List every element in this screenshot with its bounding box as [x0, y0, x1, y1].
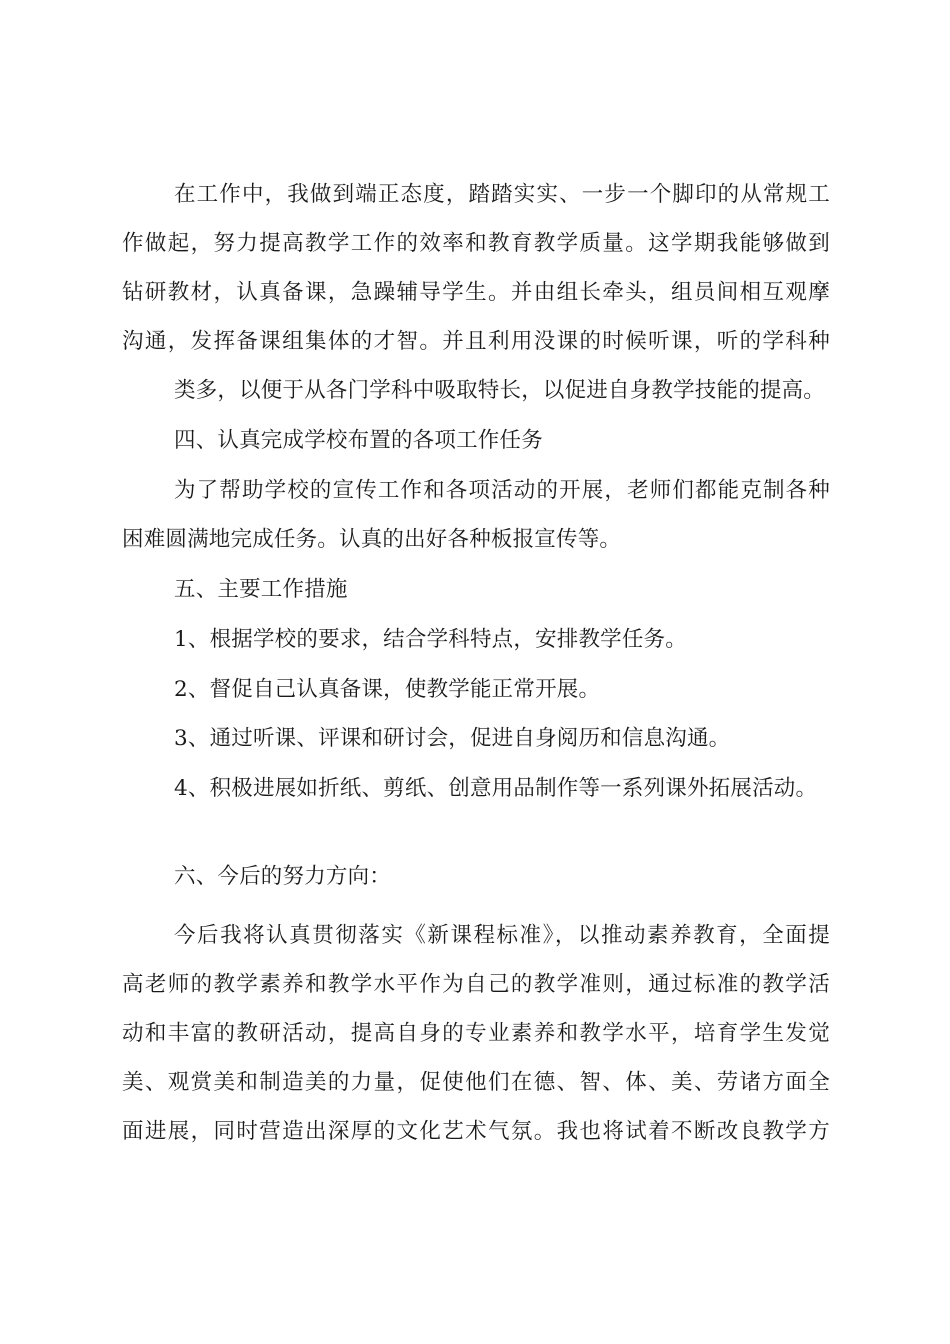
paragraph-3-line-1: 今后我将认真贯彻落实《新课程标准》，以推动素养教育，全面提: [174, 923, 830, 948]
measure-item-1: 1、根据学校的要求，结合学科特点，安排教学任务。: [174, 627, 687, 652]
section-heading-5: 五、主要工作措施: [174, 577, 348, 602]
paragraph-3-line-5: 面进展，同时营造出深厚的文化艺术气氛。我也将试着不断改良教学方: [122, 1119, 830, 1144]
paragraph-3-line-2: 高老师的教学素养和教学水平作为自己的教学准则，通过标准的教学活: [122, 972, 830, 997]
paragraph-1-line-1: 在工作中，我做到端正态度，踏踏实实、一步一个脚印的从常规工: [174, 182, 830, 207]
paragraph-2-line-2: 困难圆满地完成任务。认真的出好各种板报宣传等。: [122, 527, 622, 552]
measure-item-4: 4、积极进展如折纸、剪纸、创意用品制作等一系列课外拓展活动。: [174, 776, 818, 801]
section-heading-4: 四、认真完成学校布置的各项工作任务: [174, 428, 543, 453]
measure-item-2: 2、督促自己认真备课，使教学能正常开展。: [174, 677, 601, 702]
paragraph-2-line-1: 为了帮助学校的宣传工作和各项活动的开展，老师们都能克制各种: [174, 478, 830, 503]
paragraph-1-line-5: 类多，以便于从各门学科中吸取特长，以促进自身教学技能的提高。: [174, 378, 826, 403]
paragraph-3-line-3: 动和丰富的教研活动，提高自身的专业素养和教学水平，培育学生发觉: [122, 1021, 830, 1046]
paragraph-1-line-2: 作做起，努力提高教学工作的效率和教育教学质量。这学期我能够做到: [122, 231, 830, 256]
paragraph-3-line-4: 美、观赏美和制造美的力量，促使他们在德、智、体、美、劳诸方面全: [122, 1070, 830, 1095]
paragraph-1-line-3: 钻研教材，认真备课，急躁辅导学生。并由组长牵头，组员间相互观摩: [122, 280, 830, 305]
section-heading-6: 六、今后的努力方向：: [174, 864, 392, 889]
paragraph-1-line-4: 沟通，发挥备课组集体的才智。并且利用没课的时候听课，听的学科种: [122, 329, 830, 354]
measure-item-3: 3、通过听课、评课和研讨会，促进自身阅历和信息沟通。: [174, 726, 731, 751]
